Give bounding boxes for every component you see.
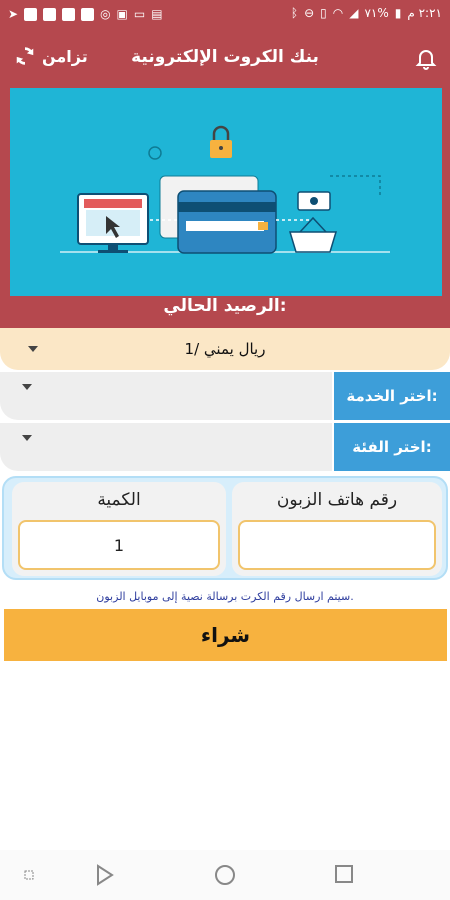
battery-text: ٧١% [364, 6, 389, 20]
recents-icon[interactable] [334, 864, 354, 884]
balance-label: الرصيد الحالي: [163, 296, 287, 316]
notification-icon [43, 8, 56, 21]
banner-area [0, 88, 450, 328]
telegram-icon: ➤ [8, 7, 19, 21]
status-bar [0, 0, 450, 30]
category-row [0, 423, 450, 471]
bell-icon[interactable] [414, 46, 438, 70]
service-label: اختر الخدمة: [334, 372, 450, 420]
screen-icon: ▭ [133, 7, 146, 21]
currency-value: 1/ ريال يمني [184, 340, 266, 358]
battery-icon: ▮ [394, 6, 402, 20]
buy-button[interactable]: شراء [4, 609, 447, 661]
vibrate-icon: ▯ [320, 6, 327, 20]
service-select[interactable] [0, 372, 332, 420]
back-icon[interactable] [95, 864, 115, 886]
wifi-icon: ◠ [332, 6, 344, 20]
system-nav-bar [0, 850, 450, 900]
quantity-card [12, 482, 226, 576]
status-system [291, 6, 442, 20]
sync-label: تزامن [42, 46, 88, 66]
gallery-icon: ▣ [116, 7, 128, 21]
phone-input[interactable] [238, 520, 436, 570]
notification-icon [62, 8, 75, 21]
phone-card [232, 482, 442, 576]
notification-icon [81, 8, 94, 21]
signal-icon: ◢ [349, 6, 359, 20]
app-title: بنك الكروت الإلكترونية [131, 47, 319, 67]
clock: ٢:٢١ م [407, 6, 442, 20]
quantity-input[interactable] [18, 520, 220, 570]
home-icon[interactable] [214, 864, 236, 886]
message-icon: ▤ [151, 7, 163, 21]
instagram-icon: ◎ [100, 7, 111, 21]
credit-card-icon [178, 191, 276, 253]
quantity-label: الكمية [97, 490, 141, 510]
chevron-down-icon [22, 435, 32, 441]
status-notifications [8, 7, 163, 21]
category-select[interactable] [0, 423, 332, 471]
banner-illustration [10, 88, 442, 296]
customer-form [2, 476, 448, 580]
cash-icon [298, 192, 330, 210]
shop-monitor-icon [78, 194, 148, 253]
bluetooth-icon: ᛒ [290, 6, 299, 20]
dnd-icon: ⊖ [304, 6, 315, 20]
gear-icon [149, 147, 161, 159]
currency-select[interactable] [0, 328, 450, 370]
chevron-down-icon [22, 384, 32, 390]
menu-dots-icon[interactable] [24, 870, 34, 880]
lock-icon [210, 127, 232, 158]
sms-note: سيتم ارسال رقم الكرت برسالة نصية إلى موبايل الزبون. [96, 590, 354, 603]
category-label: اختر الفئة: [334, 423, 450, 471]
service-row [0, 372, 450, 420]
basket-icon [290, 218, 336, 252]
notification-icon [24, 8, 37, 21]
app-bar [0, 30, 450, 88]
phone-label: رقم هاتف الزبون [276, 490, 398, 510]
